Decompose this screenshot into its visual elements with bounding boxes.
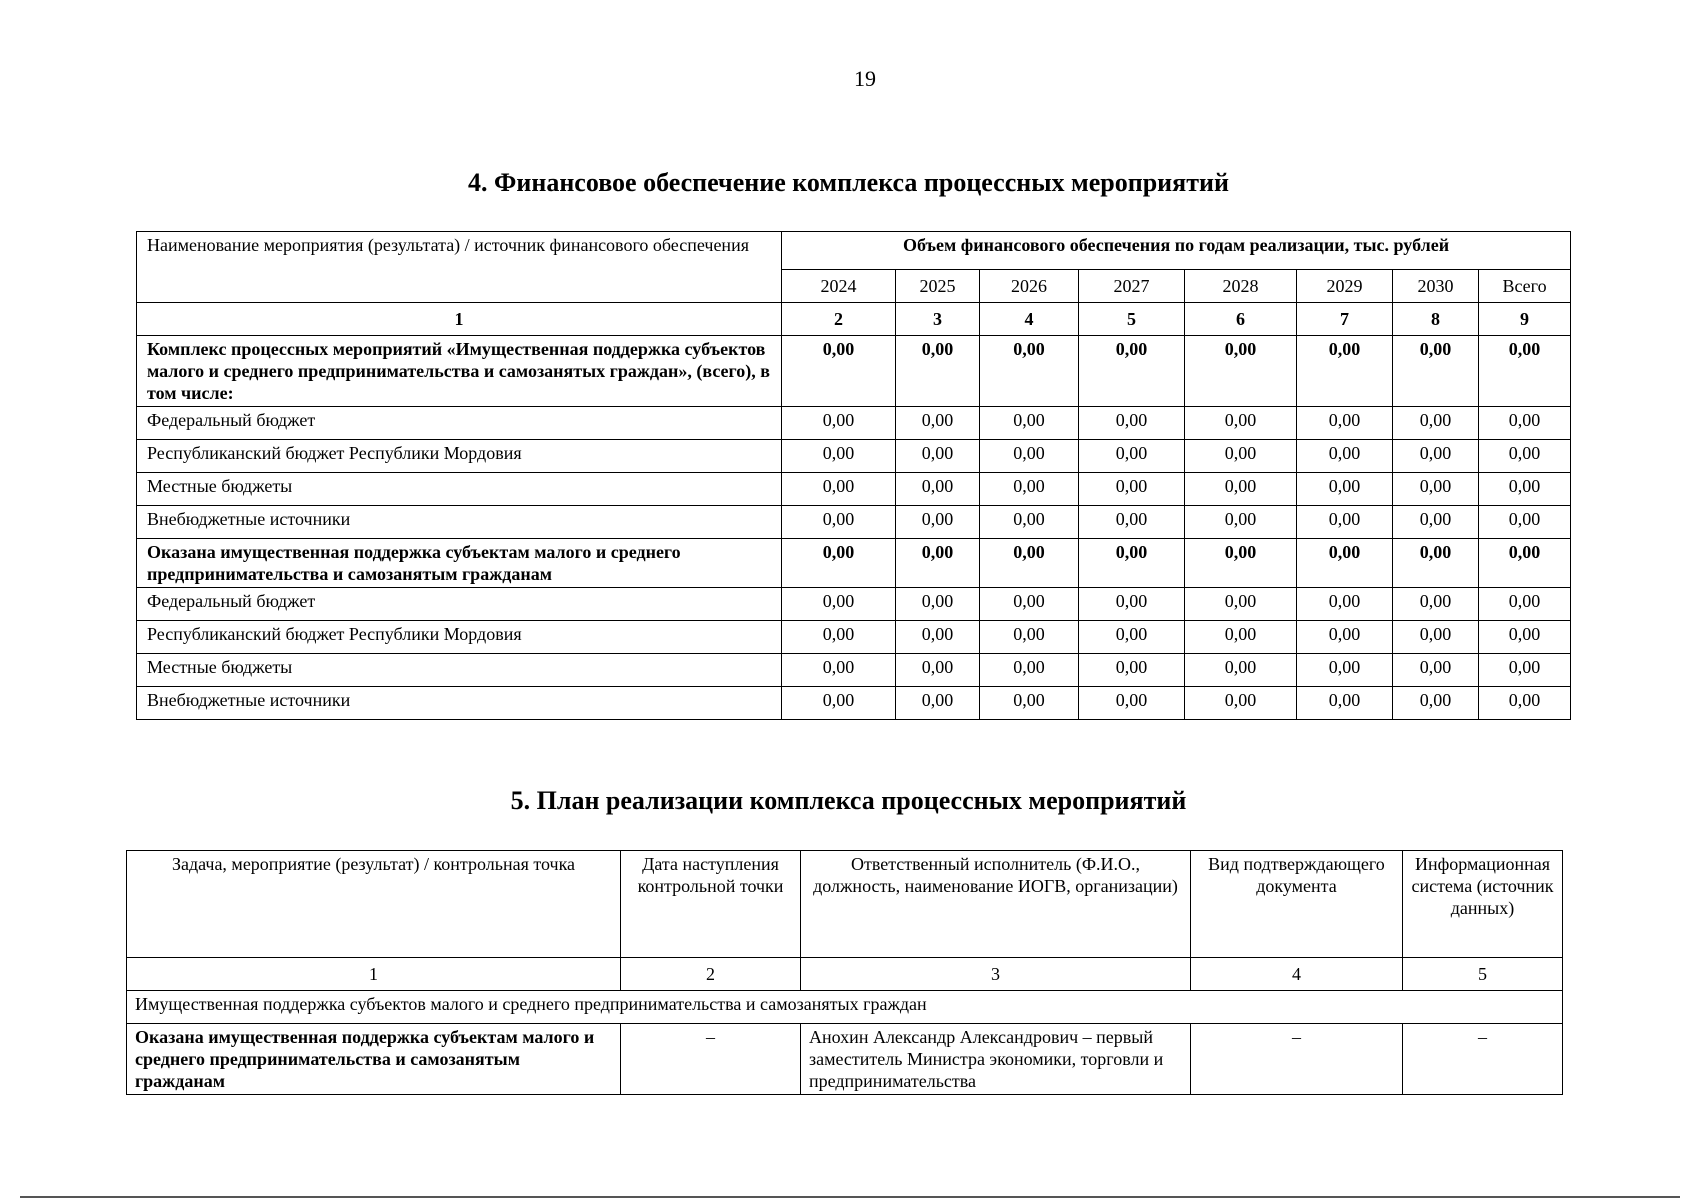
row-label: Республиканский бюджет Республики Мордовия — [137, 621, 782, 654]
column-number: 5 — [1079, 303, 1185, 336]
plan-table — [126, 850, 1563, 1095]
column-number: 3 — [896, 303, 980, 336]
year-header: 2029 — [1297, 270, 1393, 303]
page-number: 19 — [854, 66, 876, 91]
row-value: 0,00 — [980, 407, 1079, 440]
table-row — [137, 654, 1571, 687]
year-header: 2024 — [782, 270, 896, 303]
row-value: 0,00 — [782, 506, 896, 539]
result-document: – — [1191, 1024, 1403, 1095]
section5-title: 5. План реализации комплекса процессных мероприятий — [510, 786, 1187, 815]
column-number: 5 — [1403, 958, 1563, 991]
year-header: 2026 — [980, 270, 1079, 303]
row-value: 0,00 — [896, 440, 980, 473]
result-executor: Анохин Александр Александрович – первый заместитель Министра экономики, торговли и предпринимательства — [801, 1024, 1191, 1095]
row-value: 0,00 — [1393, 407, 1479, 440]
row-value: 0,00 — [1185, 473, 1297, 506]
plan-header: Дата наступления контрольной точки — [621, 851, 801, 958]
row-value: 0,00 — [1393, 588, 1479, 621]
table-row — [137, 473, 1571, 506]
row-value: 0,00 — [1185, 440, 1297, 473]
row-value: 0,00 — [896, 506, 980, 539]
row-value: 0,00 — [1479, 687, 1571, 720]
row-value: 0,00 — [1185, 407, 1297, 440]
row-label: Местные бюджеты — [137, 473, 782, 506]
table-row — [137, 539, 1571, 588]
result-system: – — [1403, 1024, 1563, 1095]
column-number: 3 — [801, 958, 1191, 991]
row-value: 0,00 — [980, 506, 1079, 539]
plan-header: Информационная система (источник данных) — [1403, 851, 1563, 958]
row-value: 0,00 — [1185, 621, 1297, 654]
row-value: 0,00 — [1079, 588, 1185, 621]
row-label: Местные бюджеты — [137, 654, 782, 687]
plan-header: Вид подтверждающего документа — [1191, 851, 1403, 958]
column-number: 1 — [127, 958, 621, 991]
row-label: Оказана имущественная поддержка субъектам малого и среднего предпринимательства и самозанятым гражданам — [137, 539, 782, 588]
row-value: 0,00 — [1479, 588, 1571, 621]
row-value: 0,00 — [1393, 621, 1479, 654]
row-value: 0,00 — [896, 473, 980, 506]
row-value: 0,00 — [1079, 407, 1185, 440]
row-value: 0,00 — [782, 473, 896, 506]
column-number: 9 — [1479, 303, 1571, 336]
row-value: 0,00 — [980, 440, 1079, 473]
row-value: 0,00 — [782, 687, 896, 720]
financing-table — [136, 231, 1571, 720]
row-value: 0,00 — [1393, 336, 1479, 407]
column-number: 8 — [1393, 303, 1479, 336]
row-value: 0,00 — [1479, 440, 1571, 473]
table-row — [137, 621, 1571, 654]
year-header: 2028 — [1185, 270, 1297, 303]
row-value: 0,00 — [1185, 506, 1297, 539]
row-value: 0,00 — [782, 440, 896, 473]
row-value: 0,00 — [1185, 687, 1297, 720]
row-value: 0,00 — [1393, 473, 1479, 506]
row-label: Республиканский бюджет Республики Мордовия — [137, 440, 782, 473]
row-value: 0,00 — [1479, 621, 1571, 654]
row-value: 0,00 — [782, 654, 896, 687]
row-value: 0,00 — [1297, 506, 1393, 539]
header-name: Наименование мероприятия (результата) / источник финансового обеспечения — [137, 232, 782, 303]
row-value: 0,00 — [896, 621, 980, 654]
row-value: 0,00 — [1185, 539, 1297, 588]
table-row — [137, 506, 1571, 539]
year-header: Всего — [1479, 270, 1571, 303]
row-value: 0,00 — [1297, 588, 1393, 621]
row-value: 0,00 — [980, 621, 1079, 654]
row-value: 0,00 — [1185, 654, 1297, 687]
row-value: 0,00 — [1393, 440, 1479, 473]
row-value: 0,00 — [1297, 621, 1393, 654]
row-label: Внебюджетные источники — [137, 687, 782, 720]
header-volume: Объем финансового обеспечения по годам реализации, тыс. рублей — [782, 232, 1571, 270]
row-value: 0,00 — [1079, 539, 1185, 588]
row-value: 0,00 — [782, 539, 896, 588]
row-value: 0,00 — [1079, 687, 1185, 720]
row-label: Внебюджетные источники — [137, 506, 782, 539]
row-value: 0,00 — [980, 473, 1079, 506]
row-value: 0,00 — [980, 687, 1079, 720]
row-value: 0,00 — [1297, 336, 1393, 407]
row-value: 0,00 — [1393, 506, 1479, 539]
row-value: 0,00 — [1079, 473, 1185, 506]
column-number: 7 — [1297, 303, 1393, 336]
table-row — [137, 687, 1571, 720]
row-value: 0,00 — [1079, 440, 1185, 473]
section4-title: 4. Финансовое обеспечение комплекса процессных мероприятий — [468, 168, 1229, 197]
row-value: 0,00 — [1297, 654, 1393, 687]
row-value: 0,00 — [1185, 336, 1297, 407]
row-value: 0,00 — [1297, 407, 1393, 440]
row-value: 0,00 — [782, 336, 896, 407]
row-value: 0,00 — [782, 621, 896, 654]
row-value: 0,00 — [1297, 473, 1393, 506]
task-row: Имущественная поддержка субъектов малого и среднего предпринимательства и самозанятых граждан — [127, 991, 1563, 1024]
row-label: Федеральный бюджет — [137, 407, 782, 440]
column-number: 1 — [137, 303, 782, 336]
plan-header: Задача, мероприятие (результат) / контрольная точка — [127, 851, 621, 958]
column-number: 4 — [980, 303, 1079, 336]
row-label: Комплекс процессных мероприятий «Имущественная поддержка субъектов малого и среднего предпринимательства и самозанятых граждан», (всего), в том числе: — [137, 336, 782, 407]
row-value: 0,00 — [896, 336, 980, 407]
year-header: 2027 — [1079, 270, 1185, 303]
result-date: – — [621, 1024, 801, 1095]
row-value: 0,00 — [1393, 687, 1479, 720]
row-value: 0,00 — [980, 539, 1079, 588]
row-value: 0,00 — [980, 336, 1079, 407]
row-label: Федеральный бюджет — [137, 588, 782, 621]
row-value: 0,00 — [1185, 588, 1297, 621]
footer-divider — [20, 1196, 1680, 1198]
result-name: Оказана имущественная поддержка субъектам малого и среднего предпринимательства и самозанятым гражданам — [127, 1024, 621, 1095]
column-number: 6 — [1185, 303, 1297, 336]
year-header: 2025 — [896, 270, 980, 303]
row-value: 0,00 — [1297, 440, 1393, 473]
row-value: 0,00 — [896, 539, 980, 588]
table-row — [137, 588, 1571, 621]
row-value: 0,00 — [896, 588, 980, 621]
row-value: 0,00 — [782, 588, 896, 621]
column-number: 2 — [621, 958, 801, 991]
row-value: 0,00 — [1079, 506, 1185, 539]
row-value: 0,00 — [980, 654, 1079, 687]
row-value: 0,00 — [1393, 654, 1479, 687]
row-value: 0,00 — [1479, 473, 1571, 506]
column-number: 4 — [1191, 958, 1403, 991]
row-value: 0,00 — [896, 654, 980, 687]
column-number: 2 — [782, 303, 896, 336]
year-header: 2030 — [1393, 270, 1479, 303]
row-value: 0,00 — [896, 687, 980, 720]
plan-header: Ответственный исполнитель (Ф.И.О., должность, наименование ИОГВ, организации) — [801, 851, 1191, 958]
row-value: 0,00 — [896, 407, 980, 440]
row-value: 0,00 — [782, 407, 896, 440]
row-value: 0,00 — [1079, 621, 1185, 654]
table-row — [137, 336, 1571, 407]
row-value: 0,00 — [1079, 654, 1185, 687]
row-value: 0,00 — [1479, 539, 1571, 588]
row-value: 0,00 — [1479, 407, 1571, 440]
row-value: 0,00 — [1297, 539, 1393, 588]
row-value: 0,00 — [1479, 336, 1571, 407]
row-value: 0,00 — [980, 588, 1079, 621]
table-row — [137, 440, 1571, 473]
row-value: 0,00 — [1393, 539, 1479, 588]
row-value: 0,00 — [1079, 336, 1185, 407]
row-value: 0,00 — [1479, 654, 1571, 687]
table-row — [137, 407, 1571, 440]
row-value: 0,00 — [1297, 687, 1393, 720]
row-value: 0,00 — [1479, 506, 1571, 539]
